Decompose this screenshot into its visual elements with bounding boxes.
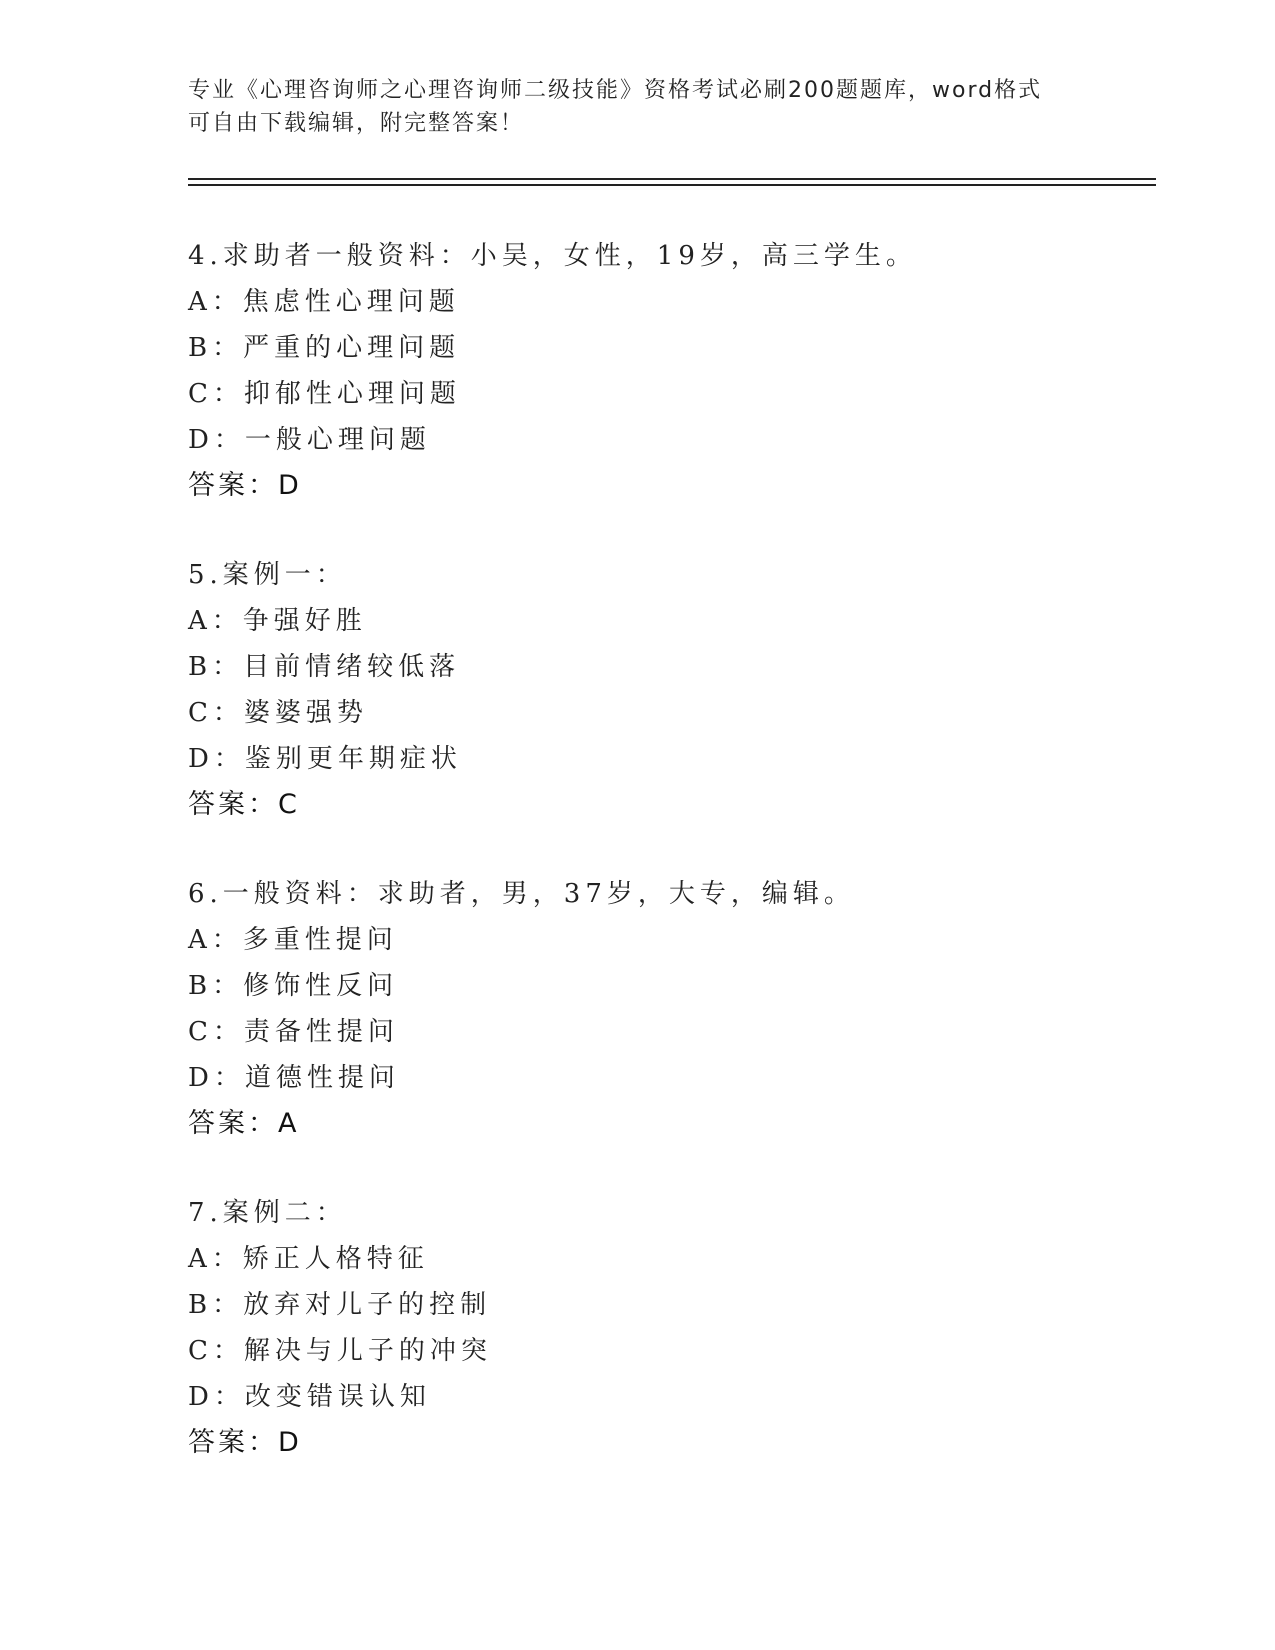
question-list bbox=[188, 233, 1148, 1509]
option-a: A：矫正人格特征 bbox=[188, 1244, 429, 1274]
header-title-line-1: 专业《心理咨询师之心理咨询师二级技能》资格考试必刷200题题库，word格式 bbox=[188, 78, 1043, 103]
option-a: A：多重性提问 bbox=[188, 925, 398, 955]
question-6 bbox=[188, 871, 1148, 1147]
question-stem: 4.求助者一般资料：小吴，女性，19岁，高三学生。 bbox=[188, 241, 917, 271]
option-b: B：目前情绪较低落 bbox=[188, 652, 461, 682]
answer-label: 答案：C bbox=[188, 789, 300, 820]
question-stem: 5.案例一： bbox=[188, 560, 347, 590]
option-c: C：婆婆强势 bbox=[188, 698, 368, 728]
option-d: D：道德性提问 bbox=[188, 1063, 400, 1093]
option-c: C：抑郁性心理问题 bbox=[188, 379, 461, 409]
option-b: B：修饰性反问 bbox=[188, 971, 399, 1001]
question-stem: 7.案例二： bbox=[188, 1198, 347, 1228]
option-d: D：鉴别更年期症状 bbox=[188, 744, 462, 774]
question-7 bbox=[188, 1190, 1148, 1466]
question-4 bbox=[188, 233, 1148, 509]
option-c: C：责备性提问 bbox=[188, 1017, 399, 1047]
question-5 bbox=[188, 552, 1148, 828]
option-c: C：解决与儿子的冲突 bbox=[188, 1336, 492, 1366]
option-b: B：严重的心理问题 bbox=[188, 333, 461, 363]
option-d: D：一般心理问题 bbox=[188, 425, 431, 455]
option-a: A：焦虑性心理问题 bbox=[188, 287, 460, 317]
option-a: A：争强好胜 bbox=[188, 606, 367, 636]
answer-label: 答案：A bbox=[188, 1108, 300, 1139]
option-b: B：放弃对儿子的控制 bbox=[188, 1290, 492, 1320]
question-stem: 6.一般资料：求助者，男，37岁，大专，编辑。 bbox=[188, 879, 855, 909]
document-header bbox=[188, 74, 1088, 140]
header-divider-top bbox=[188, 178, 1156, 180]
answer-label: 答案：D bbox=[188, 1427, 302, 1458]
answer-label: 答案：D bbox=[188, 470, 302, 501]
option-d: D：改变错误认知 bbox=[188, 1382, 431, 1412]
header-title-line-2: 可自由下载编辑，附完整答案！ bbox=[188, 111, 525, 136]
header-divider-bottom bbox=[188, 184, 1156, 186]
